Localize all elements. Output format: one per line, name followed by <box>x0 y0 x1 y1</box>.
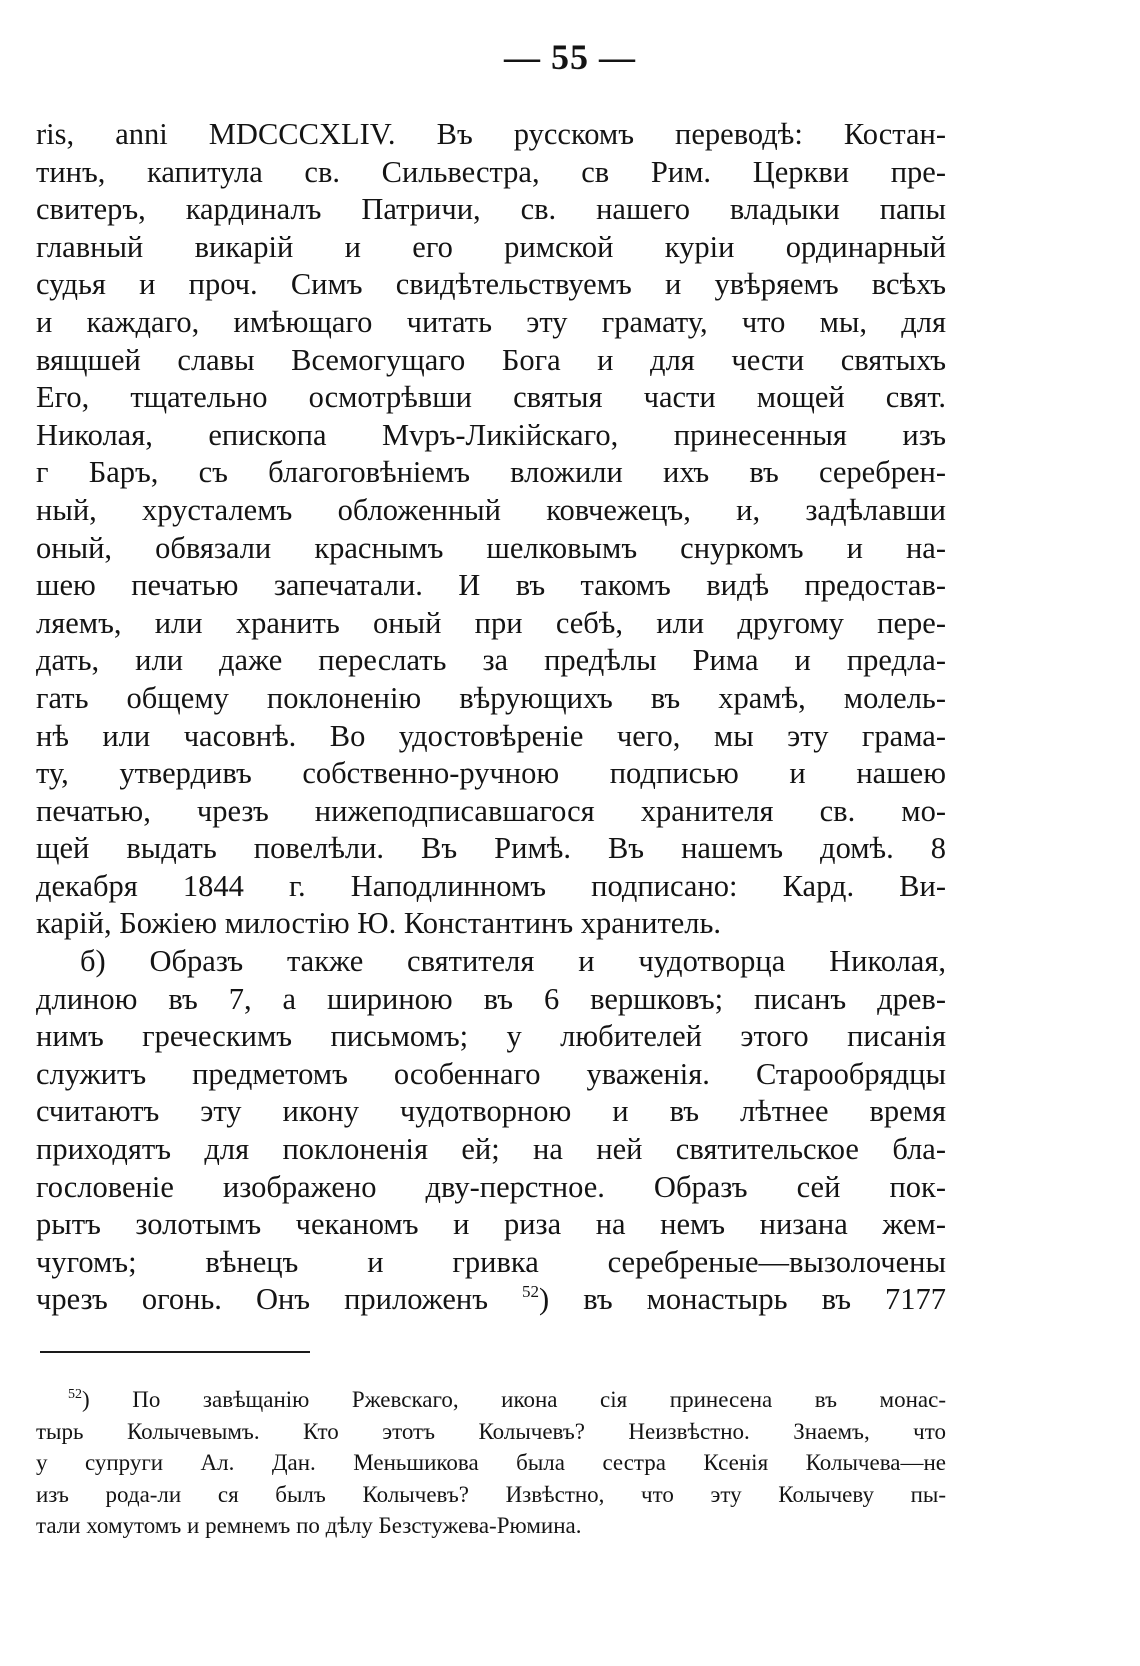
footnote-divider <box>40 1351 310 1353</box>
footnote-line: тырь Колычевымъ. Кто этотъ Колычевъ? Неизвѣстно. Знаемъ, что <box>36 1418 946 1444</box>
footnote-line: тали хомутомъ и ремнемъ по дѣлу Безстужева-Рюмина. <box>36 1513 582 1538</box>
text-line: служитъ предметомъ особеннаго уваженія. Старообрядцы <box>36 1056 946 1091</box>
text-line-with-footnote-ref <box>36 1281 946 1319</box>
text-line: шею печатью запечатали. И въ такомъ видѣ предостав- <box>36 568 946 603</box>
page-number: — 55 — <box>504 37 636 77</box>
text-line: б) Образъ также святителя и чудотворца Николая, <box>80 944 946 979</box>
text-line: ляемъ, или хранить оный при себѣ, или другому пере- <box>36 605 946 640</box>
text-line: ный, хрусталемъ обложенный ковчежецъ, и, задѣлавши <box>36 492 946 527</box>
text-line: декабря 1844 г. Наподлинномъ подписано: Кард. Ви- <box>36 868 946 903</box>
text-line: гать общему поклоненію вѣрующихъ въ храмѣ, молель- <box>36 680 946 715</box>
text-line: дать, или даже переслать за предѣлы Рима и предла- <box>36 643 946 678</box>
footnote-block <box>36 1384 946 1542</box>
text-line: нѣ или часовнѣ. Во удостовѣреніе чего, мы эту грама- <box>36 718 946 753</box>
text-line: вящшей славы Всемогущаго Бога и для чести святыхъ <box>36 342 946 377</box>
footnote-line <box>36 1384 946 1416</box>
text-line: оный, обвязали краснымъ шелковымъ снуркомъ и на- <box>36 530 946 565</box>
footnote-text: ) По завѣщанію Ржевскаго, икона сія принесена въ монас- <box>82 1387 946 1412</box>
text-line: гословеніе изображено дву-перстное. Образъ сей пок- <box>36 1169 946 1204</box>
text-line: тинъ, капитула св. Сильвестра, св Рим. Церкви пре- <box>36 154 946 189</box>
text-line: рытъ золотымъ чеканомъ и риза на немъ низана жем- <box>36 1207 946 1242</box>
text-line: судья и проч. Симъ свидѣтельствуемъ и увѣряемъ всѣхъ <box>36 267 946 302</box>
footnote-marker: 52 <box>68 1387 82 1402</box>
text-line: считаютъ эту икону чудотворною и въ лѣтнее время <box>36 1094 946 1129</box>
footnote-reference[interactable]: 52 <box>522 1282 540 1302</box>
text-fragment: чрезъ огонь. Онъ приложенъ <box>36 1282 488 1317</box>
text-line: длиною въ 7, а шириною въ 6 вершковъ; писанъ древ- <box>36 981 946 1016</box>
text-fragment: ) въ монастырь въ 7177 <box>539 1282 946 1317</box>
text-line: и каждаго, имѣющаго читать эту грамату, что мы, для <box>36 304 946 339</box>
footnote-line: у супруги Ал. Дан. Меньшикова была сестра Ксенія Колычева—не <box>36 1450 946 1475</box>
text-line: ту, утвердивъ собственно-ручною подписью и нашею <box>36 756 946 791</box>
text-line: чугомъ; вѣнецъ и гривка серебреные—вызолочены <box>36 1244 946 1279</box>
text-line: щей выдать повелѣли. Въ Римѣ. Въ нашемъ домѣ. 8 <box>36 831 946 866</box>
text-line: карій, Божіею милостію Ю. Константинъ хранитель. <box>36 906 722 941</box>
text-line: Николая, епископа Мvръ-Ликійскаго, принесенныя изъ <box>36 417 946 452</box>
text-line: печатью, чрезъ нижеподписавшагося хранителя св. мо- <box>36 793 946 828</box>
text-line: главный викарій и его римской куріи ординарный <box>36 229 946 264</box>
text-line: Его, тщательно осмотрѣвши святыя части мощей свят. <box>36 380 946 415</box>
text-line: свитеръ, кардиналъ Патричи, св. нашего владыки папы <box>36 192 946 227</box>
text-line: ris, anni MDCCCXLIV. Въ русскомъ переводѣ: Костан- <box>36 117 946 151</box>
main-text <box>36 116 946 1319</box>
text-line: г Баръ, съ благоговѣніемъ вложили ихъ въ серебрен- <box>36 455 946 490</box>
footnote-line: изъ рода-ли ся былъ Колычевъ? Извѣстно, что эту Колычеву пы- <box>36 1481 946 1507</box>
text-line: приходятъ для поклоненія ей; на ней святительское бла- <box>36 1132 946 1167</box>
text-line: нимъ греческимъ письмомъ; у любителей этого писанія <box>36 1019 946 1054</box>
